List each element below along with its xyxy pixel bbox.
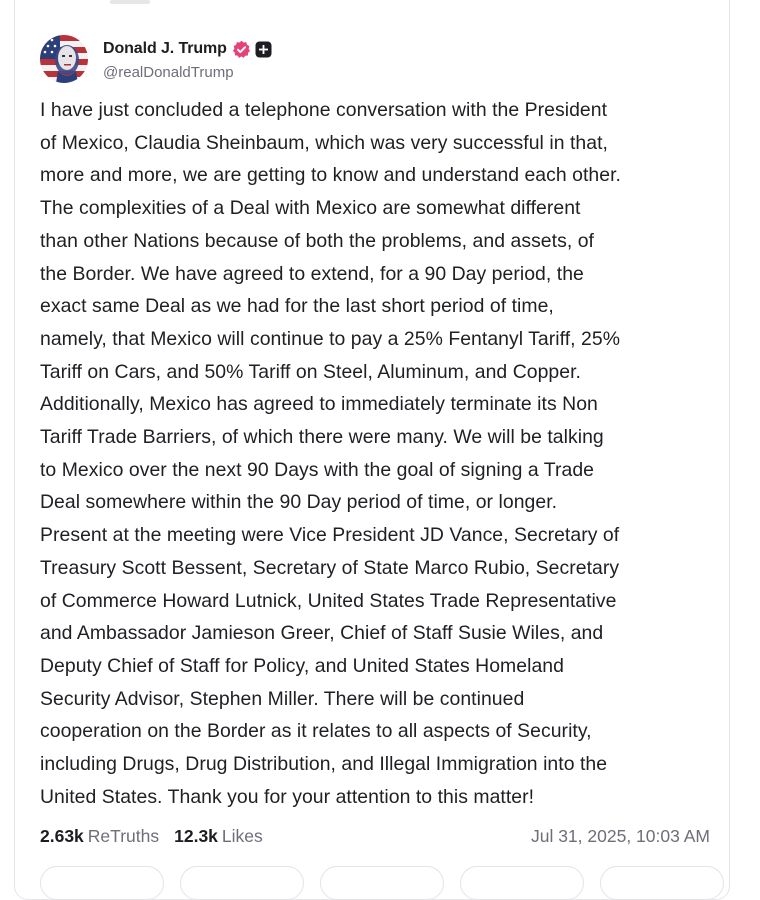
post-body-line: The complexities of a Deal with Mexico are somewhat different [40, 197, 581, 220]
verified-badge-icon [232, 40, 251, 59]
post-body-line: than other Nations because of both the problems, and assets, of [40, 229, 594, 252]
like-button[interactable] [320, 866, 444, 900]
post-body-line: Additionally, Mexico has agreed to immediately terminate its Non [40, 393, 598, 416]
post-body-line: exact same Deal as we had for the last short period of time, [40, 295, 554, 318]
post-timestamp[interactable]: Jul 31, 2025, 10:03 AM [530, 826, 710, 846]
reply-button[interactable] [40, 866, 164, 900]
author-handle[interactable]: @realDonaldTrump [103, 64, 234, 81]
author-block [103, 37, 272, 81]
likes-label: Likes [221, 825, 263, 846]
avatar-icon[interactable] [40, 35, 88, 83]
post-body-line: Treasury Scott Bessent, Secretary of State Marco Rubio, Secretary [40, 556, 620, 579]
post-body-line: namely, that Mexico will continue to pay a 25% Fentanyl Tariff, 25% [40, 327, 620, 350]
retruths-stat[interactable] [40, 826, 159, 847]
plus-badge-icon [255, 41, 272, 58]
post-body-line: of Commerce Howard Lutnick, United States Trade Representative [40, 589, 617, 612]
retruth-button[interactable] [180, 866, 304, 900]
post-stats [40, 823, 263, 849]
post-body-line: I have just concluded a telephone conversation with the President [40, 99, 608, 121]
author-display-name[interactable]: Donald J. Trump [103, 40, 227, 57]
likes-count: 12.3k [174, 825, 218, 846]
author-name-row [103, 37, 272, 61]
post-body-line: Deal somewhere within the 90 Day period of time, or longer. [40, 491, 558, 514]
post-body-line: cooperation on the Border as it relates to all aspects of Security, [40, 720, 592, 743]
retruths-label: ReTruths [87, 825, 160, 846]
previous-content-edge [110, 0, 150, 4]
post-body-line: Tariff on Cars, and 50% Tariff on Steel, Aluminum, and Copper. [40, 360, 581, 383]
post-body-line: of Mexico, Claudia Sheinbaum, which was very successful in that, [40, 131, 608, 154]
post-body-line: to Mexico over the next 90 Days with the goal of signing a Trade [40, 458, 594, 481]
post-body-line: Tariff Trade Barriers, of which there were many. We will be talking [40, 426, 604, 449]
post-body-line: the Border. We have agreed to extend, for a 90 Day period, the [40, 262, 584, 285]
likes-stat[interactable] [174, 826, 263, 847]
post-header [40, 34, 272, 84]
post-body [40, 94, 720, 813]
post-action-bar [40, 866, 724, 900]
post-body-line: including Drugs, Drug Distribution, and Illegal Immigration into the [40, 753, 608, 776]
post-body-line: more and more, we are getting to know and understand each other. [40, 164, 621, 187]
post-body-line: Present at the meeting were Vice President JD Vance, Secretary of [40, 524, 620, 547]
post-body-line: United States. Thank you for your attention to this matter! [40, 785, 535, 808]
post-body-line: Security Advisor, Stephen Miller. There will be continued [40, 687, 525, 710]
retruths-count: 2.63k [40, 825, 84, 846]
more-button[interactable] [600, 866, 724, 900]
post-body-line: and Ambassador Jamieson Greer, Chief of Staff Susie Wiles, and [40, 622, 604, 645]
share-button[interactable] [460, 866, 584, 900]
post-body-line: Deputy Chief of Staff for Policy, and United States Homeland [40, 654, 564, 677]
